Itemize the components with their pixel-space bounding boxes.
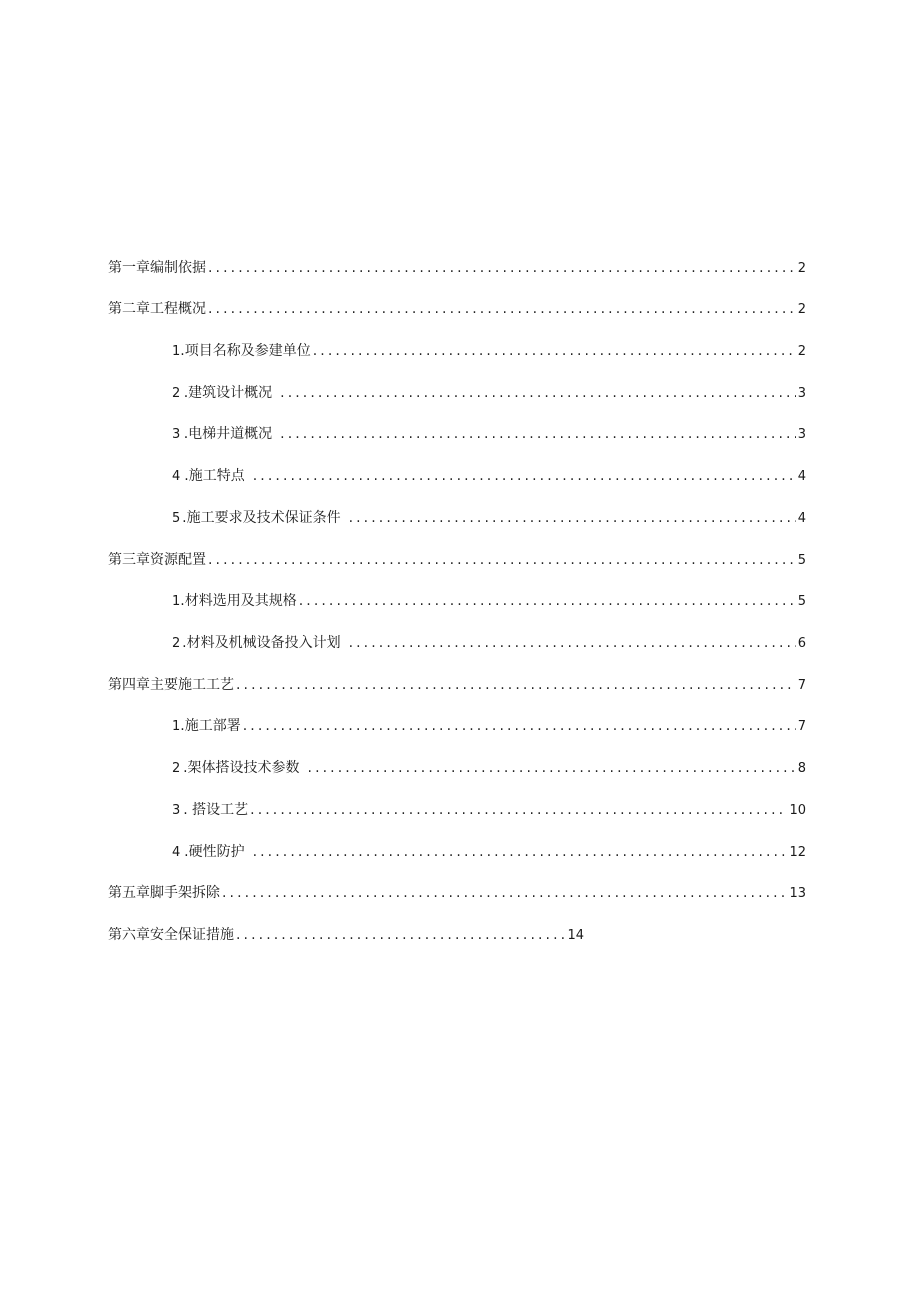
toc-section-number: 3 (172, 427, 181, 442)
toc-leader-dots (236, 925, 565, 945)
toc-leader-dots (253, 466, 796, 486)
toc-title: 第二章工程概况 (108, 301, 206, 317)
toc-title: .项目名称及参建单位 (180, 343, 311, 359)
toc-entry-section-2-1[interactable] (172, 341, 806, 362)
toc-entry-section-3-2[interactable] (172, 633, 806, 654)
toc-page-number: 13 (789, 886, 806, 901)
toc-title: .材料及机械设备投入计划 (182, 635, 341, 651)
toc-entry-chapter-6[interactable] (108, 925, 584, 946)
toc-section-number: 2 (172, 636, 181, 651)
toc-title: 第四章 (108, 677, 150, 693)
toc-leader-dots (253, 842, 788, 862)
toc-page-number: 3 (797, 386, 806, 401)
toc-title: 第三章资源配置 (108, 552, 206, 568)
toc-section-number: 1 (172, 594, 181, 609)
toc-entry-section-2-2[interactable] (172, 383, 806, 404)
toc-page-number: 4 (797, 511, 806, 526)
toc-entry-chapter-5[interactable] (108, 883, 806, 904)
toc-section-number: 5 (172, 511, 181, 526)
toc-page-number: 5 (797, 553, 806, 568)
toc-section-number: 1 (172, 719, 181, 734)
toc-title: 第一章编制依据 (108, 260, 206, 276)
toc-leader-dots (308, 758, 796, 778)
toc-leader-dots (280, 424, 796, 444)
toc-leader-dots (250, 800, 787, 820)
toc-entry-chapter-3[interactable] (108, 550, 806, 571)
toc-entry-section-2-4[interactable] (172, 466, 806, 487)
toc-page-number: 3 (797, 427, 806, 442)
toc-leader-dots (222, 883, 787, 903)
toc-entry-section-2-3[interactable] (172, 424, 806, 445)
toc-leader-dots (280, 383, 796, 403)
toc-page-number: 10 (789, 803, 806, 818)
toc-entry-section-3-1[interactable] (172, 591, 806, 612)
toc-entry-section-4-1[interactable] (172, 716, 806, 737)
toc-entry-chapter-1[interactable] (108, 258, 806, 279)
toc-title: .施工特点 (184, 468, 245, 484)
toc-title: .硬性防护 (184, 844, 245, 860)
toc-subtitle: 主要施工工艺 (150, 677, 234, 693)
toc-page-number: 2 (797, 261, 806, 276)
toc-title: .架体搭设技术参数 (183, 760, 300, 776)
toc-entry-section-4-2[interactable] (172, 758, 806, 779)
toc-page-number: 8 (797, 761, 806, 776)
toc-entry-section-4-4[interactable] (172, 842, 806, 863)
toc-leader-dots (299, 591, 796, 611)
toc-leader-dots (313, 341, 796, 361)
toc-section-number: 3 (172, 803, 181, 818)
toc-leader-dots (236, 675, 796, 695)
toc-title: 第六章安全保证措施 (108, 927, 234, 943)
toc-section-number: 1 (172, 344, 181, 359)
toc-page-number: 7 (797, 719, 806, 734)
toc-page-number: 2 (797, 344, 806, 359)
toc-title: .电梯井道概况 (183, 426, 273, 442)
toc-page-number: 4 (797, 469, 806, 484)
toc-leader-dots (349, 633, 796, 653)
toc-title: .建筑设计概况 (183, 385, 273, 401)
toc-leader-dots (243, 716, 796, 736)
toc-leader-dots (208, 299, 796, 319)
toc-title: .施工部署 (180, 718, 241, 734)
toc-page-number: 12 (789, 845, 806, 860)
toc-section-number: 4 (172, 469, 181, 484)
toc-leader-dots (208, 258, 796, 278)
toc-entry-section-4-3[interactable] (172, 800, 806, 821)
toc-title: .施工要求及技术保证条件 (182, 510, 341, 526)
toc-page-number: 14 (567, 928, 584, 943)
toc-title: 第五章脚手架拆除 (108, 885, 220, 901)
toc-page-number: 7 (797, 678, 806, 693)
toc-section-number: 2 (172, 761, 181, 776)
toc-title: .材料选用及其规格 (180, 593, 297, 609)
toc-page-number: 5 (797, 594, 806, 609)
toc-page-number: 6 (797, 636, 806, 651)
toc-section-number: 2 (172, 386, 181, 401)
toc-leader-dots (208, 550, 796, 570)
toc-title: . 搭设工艺 (183, 802, 249, 818)
toc-page-number: 2 (797, 302, 806, 317)
toc-entry-section-2-5[interactable] (172, 508, 806, 529)
toc-entry-chapter-4[interactable] (108, 675, 806, 696)
toc-leader-dots (349, 508, 796, 528)
toc-section-number: 4 (172, 845, 181, 860)
toc-entry-chapter-2[interactable] (108, 299, 806, 320)
